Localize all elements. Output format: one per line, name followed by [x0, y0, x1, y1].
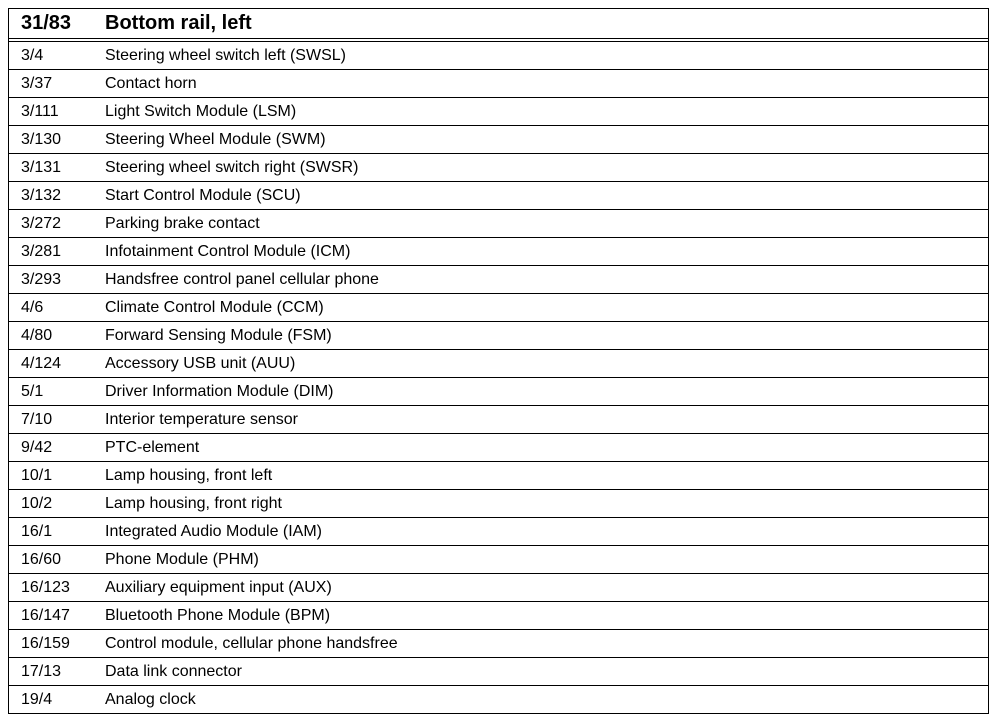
table-row	[9, 70, 988, 98]
table-row	[9, 98, 988, 126]
row-code: 19/4	[21, 690, 53, 708]
table-row	[9, 238, 988, 266]
row-code: 4/124	[21, 354, 62, 372]
row-description: Infotainment Control Module (ICM)	[105, 242, 351, 260]
row-code: 3/132	[21, 186, 62, 204]
table-row	[9, 686, 988, 713]
row-code: 7/10	[21, 410, 53, 428]
row-code: 10/1	[21, 466, 53, 484]
row-code: 3/131	[21, 158, 62, 176]
row-code: 17/13	[21, 662, 62, 680]
table-row	[9, 154, 988, 182]
table-row	[9, 630, 988, 658]
row-description: Auxiliary equipment input (AUX)	[105, 578, 332, 596]
row-code: 9/42	[21, 438, 53, 456]
row-description: Lamp housing, front right	[105, 494, 282, 512]
table-row	[9, 546, 988, 574]
table-row	[9, 434, 988, 462]
row-description: Lamp housing, front left	[105, 466, 273, 484]
table-row	[9, 518, 988, 546]
table-row	[9, 462, 988, 490]
table-row	[9, 658, 988, 686]
row-description: Parking brake contact	[105, 214, 260, 232]
row-code: 3/4	[21, 46, 44, 64]
row-description: Forward Sensing Module (FSM)	[105, 326, 332, 344]
table-row	[9, 266, 988, 294]
table-row	[9, 42, 988, 70]
row-description: Bluetooth Phone Module (BPM)	[105, 606, 331, 624]
table-row	[9, 602, 988, 630]
table-row	[9, 406, 988, 434]
row-description: Contact horn	[105, 74, 197, 92]
row-description: Light Switch Module (LSM)	[105, 102, 297, 120]
row-description: Start Control Module (SCU)	[105, 186, 301, 204]
header-title: Bottom rail, left	[105, 12, 252, 34]
row-description: Analog clock	[105, 690, 196, 708]
row-description: Steering wheel switch right (SWSR)	[105, 158, 359, 176]
header-code: 31/83	[21, 12, 72, 34]
row-code: 16/147	[21, 606, 70, 624]
row-description: Phone Module (PHM)	[105, 550, 259, 568]
table-body	[9, 42, 988, 713]
table-row	[9, 126, 988, 154]
row-description: Integrated Audio Module (IAM)	[105, 522, 323, 540]
component-table	[8, 8, 989, 714]
row-code: 16/159	[21, 634, 70, 652]
row-code: 16/60	[21, 550, 62, 568]
row-description: PTC-element	[105, 438, 200, 456]
row-code: 3/37	[21, 74, 53, 92]
row-code: 10/2	[21, 494, 53, 512]
row-description: Climate Control Module (CCM)	[105, 298, 324, 316]
row-code: 4/6	[21, 298, 44, 316]
row-code: 5/1	[21, 382, 44, 400]
row-description: Data link connector	[105, 662, 242, 680]
table-row	[9, 322, 988, 350]
row-code: 3/111	[21, 102, 59, 120]
row-description: Steering wheel switch left (SWSL)	[105, 46, 346, 64]
row-code: 16/1	[21, 522, 53, 540]
row-description: Control module, cellular phone handsfree	[105, 634, 398, 652]
table-row	[9, 350, 988, 378]
row-code: 3/293	[21, 270, 62, 288]
table-header	[9, 9, 988, 39]
table-row	[9, 294, 988, 322]
table-row	[9, 182, 988, 210]
table-row	[9, 210, 988, 238]
row-code: 3/281	[21, 242, 62, 260]
table-row	[9, 574, 988, 602]
row-code: 3/272	[21, 214, 62, 232]
row-description: Handsfree control panel cellular phone	[105, 270, 379, 288]
row-description: Accessory USB unit (AUU)	[105, 354, 296, 372]
row-code: 16/123	[21, 578, 70, 596]
row-description: Steering Wheel Module (SWM)	[105, 130, 326, 148]
row-description: Interior temperature sensor	[105, 410, 298, 428]
row-code: 4/80	[21, 326, 53, 344]
row-description: Driver Information Module (DIM)	[105, 382, 334, 400]
table-row	[9, 490, 988, 518]
table-row	[9, 378, 988, 406]
row-code: 3/130	[21, 130, 62, 148]
